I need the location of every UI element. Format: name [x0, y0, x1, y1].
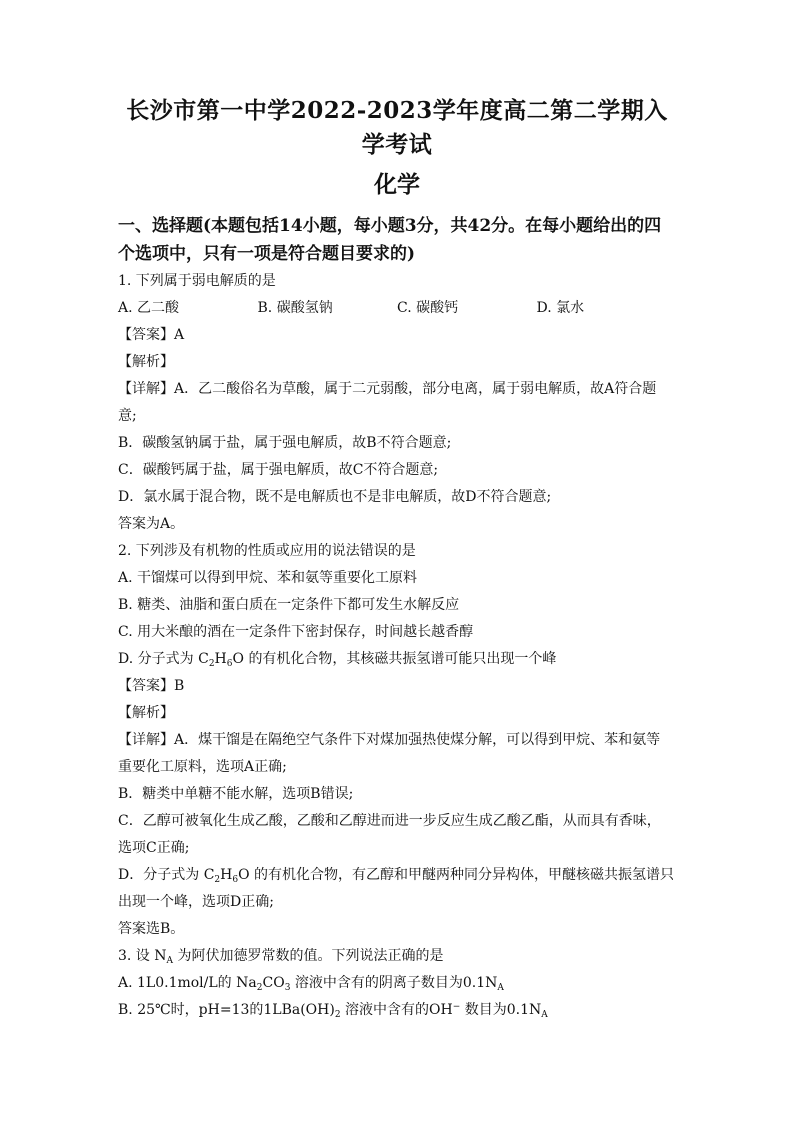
q1-detail-1: 【详解】A．乙二酸俗名为草酸，属于二元弱酸，部分电离，属于弱电解质，故A符合题: [118, 381, 657, 397]
q2-detail-4: C．乙醇可被氧化生成乙酸，乙酸和乙醇进而进一步反应生成乙酸乙酯，从而具有香味，: [118, 813, 661, 829]
subject-title: 化学: [374, 171, 420, 198]
q1-answer: 【答案】A: [118, 327, 185, 343]
formula-c2h6o-2: $C_2H_6O$: [203, 867, 250, 885]
q3-option-b: B. 25℃时，pH=13的$1LBa(OH)_2$ 溶液中含有的OH− 数目为$0.1N_A$: [118, 1002, 548, 1020]
q1-analysis: 【解析】: [118, 354, 174, 370]
q2-detail-1: 【详解】A．煤干馏是在隔绝空气条件下对煤加强热使煤分解，可以得到甲烷、苯和氨等: [118, 732, 661, 748]
q3-option-a: A. 1L0.1mol/L的 $Na_2CO_3$ 溶液中含有的阴离子数目为$0.1N_A$: [118, 975, 504, 993]
q2-analysis: 【解析】: [118, 705, 174, 721]
q2-answer: 【答案】B: [118, 678, 185, 694]
q1-option-a: A. 乙二酸: [118, 300, 180, 316]
formula-na2co3: $Na_2CO_3$: [236, 975, 291, 993]
q3-stem: 3. 设 $N_A$ 为阿伏加德罗常数的值。下列说法正确的是: [118, 948, 444, 966]
q1-option-d: D. 氯水: [536, 300, 585, 316]
q2-detail-7: 出现一个峰，选项D正确;: [118, 894, 274, 910]
q1-conclusion: 答案为A。: [118, 516, 185, 532]
q1-detail-5: D．氯水属于混合物，既不是电解质也不是非电解质，故D不符合题意;: [118, 489, 552, 505]
q2-detail-2: 重要化工原料，选项A正确;: [118, 759, 287, 775]
q1-stem: 1. 下列属于弱电解质的是: [118, 273, 276, 289]
q2-option-a: A. 干馏煤可以得到甲烷、苯和氨等重要化工原料: [118, 570, 418, 586]
symbol-na: $N_A$: [154, 948, 174, 966]
section-heading: 一、选择题(本题包括14小题，每小题3分，共42分。在每小题给出的四个选项中，只有一项是符合题目要求的): [118, 216, 662, 264]
q1-detail-3: B．碳酸氢钠属于盐，属于强电解质，故B不符合题意;: [118, 435, 452, 451]
q2-detail-6: D．分子式为 $C_2H_6O$ 的有机化合物，有乙醇和甲醚两种同分异构体，甲醚核磁共振氢谱只: [118, 867, 675, 885]
q2-detail-3: B．糖类中单糖不能水解，选项B错误;: [118, 786, 354, 802]
q1-detail-2: 意;: [118, 408, 137, 424]
q1-options: [118, 295, 676, 322]
q2-stem: 2. 下列涉及有机物的性质或应用的说法错误的是: [118, 543, 416, 559]
formula-c2h6o: $C_2H_6O$: [198, 651, 244, 669]
q1-detail-4: C．碳酸钙属于盐，属于强电解质，故C不符合题意;: [118, 462, 439, 478]
symbol-na-3: $N_A$: [528, 1002, 548, 1020]
q1-option-c: C. 碳酸钙: [397, 300, 459, 316]
q1-option-b: B. 碳酸氢钠: [257, 300, 333, 316]
exam-title: 长沙市第一中学2022-2023学年度高二第二学期入学考试: [126, 97, 668, 158]
q2-option-c: C. 用大米酿的酒在一定条件下密封保存，时间越长越香醇: [118, 624, 474, 640]
q2-conclusion: 答案选B。: [118, 921, 185, 937]
symbol-na-2: $N_A$: [485, 975, 504, 993]
q2-option-d: D. 分子式为 $C_2H_6O$ 的有机化合物，其核磁共振氢谱可能只出现一个峰: [118, 651, 557, 669]
q2-option-b: B. 糖类、油脂和蛋白质在一定条件下都可发生水解反应: [118, 597, 460, 613]
q2-detail-5: 选项C正确;: [118, 840, 190, 856]
